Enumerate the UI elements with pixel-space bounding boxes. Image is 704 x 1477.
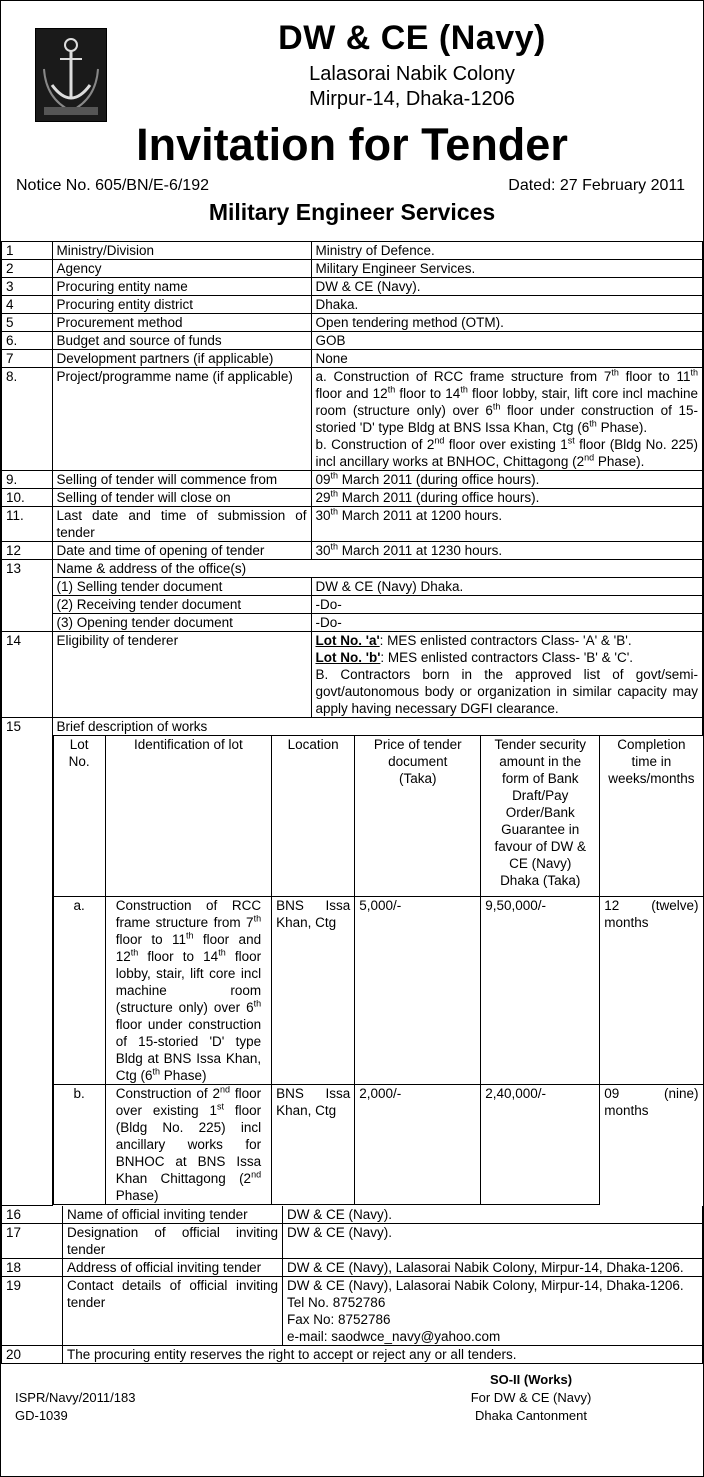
table-row	[2, 560, 703, 578]
lot-price: 2,000/-	[355, 1085, 481, 1205]
row-number: 20	[2, 1345, 63, 1363]
table-row	[2, 260, 703, 278]
row-label: Project/programme name (if applicable)	[52, 368, 311, 471]
row-number: 1	[2, 242, 53, 260]
anchor-icon	[36, 29, 106, 121]
row-value	[311, 489, 703, 507]
row-label: Agency	[52, 260, 311, 278]
lot-a-text: : MES enlisted contractors Class- 'A' & 'B'.	[379, 633, 632, 648]
office-value: DW & CE (Navy) Dhaka.	[311, 578, 703, 596]
project-b-text: floor over existing 1	[444, 437, 568, 452]
project-a-text: a. Construction of RCC frame structure from 7	[315, 369, 612, 384]
row-label: Name & address of the office(s)	[52, 560, 703, 578]
contact-address: DW & CE (Navy), Lalasorai Nabik Colony, Mirpur-14, Dhaka-1206.	[287, 1277, 684, 1293]
table-row	[2, 1276, 703, 1345]
ordinal-suffix: th	[330, 541, 339, 552]
table-row	[2, 614, 703, 632]
row-label: Selling of tender will commence from	[52, 471, 311, 489]
ordinal-suffix: th	[330, 488, 339, 499]
contact-details	[283, 1276, 703, 1345]
lot-text: floor (Bldg No. 225) incl ancillary works for BNHOC at BNS Issa Khan Chittagong (2	[115, 1103, 262, 1186]
works-header-row	[53, 736, 703, 897]
row-value: DW & CE (Navy).	[311, 278, 703, 296]
row-value: Open tendering method (OTM).	[311, 314, 703, 332]
lot-text: Phase)	[115, 1188, 159, 1203]
header-price: Price of tender document (Taka)	[355, 736, 481, 897]
notice-date: Dated: 27 February 2011	[508, 177, 685, 194]
empty-cell	[2, 614, 53, 632]
lot-b-label: Lot No. 'b'	[315, 650, 381, 665]
row-number: 16	[2, 1206, 63, 1224]
ordinal-suffix: th	[253, 998, 262, 1009]
official-table	[1, 1206, 703, 1364]
row-number: 8.	[2, 368, 53, 471]
lot-security: 9,50,000/-	[481, 897, 600, 1085]
eligibility-note: B. Contractors born in the approved list of govt/semi-govt/autonomous body or organization in similar capacity may apply having necessary DGFI clearance.	[315, 667, 698, 716]
row-value	[311, 542, 703, 560]
address-line-1: Lalasorai Nabik Colony	[309, 63, 515, 85]
row-label: Designation of official inviting tender	[63, 1223, 283, 1258]
row-label: Brief description of works	[52, 718, 703, 736]
row-value: Ministry of Defence.	[311, 242, 703, 260]
project-a-text: Phase).	[596, 420, 648, 435]
table-row	[2, 332, 703, 350]
ordinal-suffix: th	[690, 367, 698, 378]
row-number: 10.	[2, 489, 53, 507]
contact-email: e-mail: saodwce_navy@yahoo.com	[287, 1328, 501, 1344]
notice-footer	[1, 1364, 703, 1444]
row-number: 9.	[2, 471, 53, 489]
signatory-title: SO-II (Works)	[489, 1371, 573, 1387]
eligibility-text	[311, 632, 703, 718]
ordinal-suffix: th	[186, 930, 194, 941]
date-rest: March 2011 (during office hours).	[338, 490, 540, 505]
ordinal-suffix: th	[130, 947, 139, 958]
lot-completion: 12 (twelve) months	[600, 897, 703, 1085]
table-row	[2, 278, 703, 296]
project-b-text: floor (Bldg No. 225) incl ancillary works at BNHOC, Chittagong (2	[315, 437, 699, 469]
project-a-text: floor under construction of 15-storied 'D' type Bldg at BNS Issa Khan, Ctg (6	[315, 403, 698, 435]
table-row	[2, 314, 703, 332]
ordinal-suffix: th	[492, 401, 501, 412]
ordinal-suffix: th	[218, 947, 226, 958]
lot-row	[53, 1085, 703, 1205]
row-number: 6.	[2, 332, 53, 350]
empty-cell	[2, 596, 53, 614]
empty-cell	[2, 736, 53, 1206]
row-label: Ministry/Division	[52, 242, 311, 260]
table-row	[2, 471, 703, 489]
project-b-text: Phase).	[594, 454, 645, 469]
notice-header	[1, 1, 703, 241]
row-note: The procuring entity reserves the right to accept or reject any or all tenders.	[63, 1345, 703, 1363]
row-value: Dhaka.	[311, 296, 703, 314]
lot-location: BNS Issa Khan, Ctg	[272, 897, 355, 1085]
date-rest: March 2011 at 1230 hours.	[338, 543, 503, 558]
notice-number: Notice No. 605/BN/E-6/192	[16, 177, 209, 194]
signatory-for: For DW & CE (Navy)	[470, 1389, 592, 1405]
ordinal-suffix: th	[152, 1066, 160, 1077]
row-number: 13	[2, 560, 53, 578]
office-value: -Do-	[311, 596, 703, 614]
navy-emblem-logo	[35, 28, 107, 122]
row-value: None	[311, 350, 703, 368]
date-day: 09	[315, 472, 331, 487]
row-label: Procurement method	[52, 314, 311, 332]
table-row	[2, 350, 703, 368]
office-value: -Do-	[311, 614, 703, 632]
project-b-text: b. Construction of 2	[315, 437, 435, 452]
row-label: Last date and time of submission of tender	[52, 507, 311, 542]
table-row	[2, 632, 703, 718]
ordinal-suffix: nd	[251, 1169, 262, 1180]
gd-reference: GD-1039	[15, 1407, 68, 1423]
row-label: Procuring entity name	[52, 278, 311, 296]
header-identification: Identification of lot	[105, 736, 271, 897]
lot-a-label: Lot No. 'a'	[315, 633, 380, 648]
header-security: Tender security amount in the form of Bank Draft/Pay Order/Bank Guarantee in favour of DW & CE (Navy) Dhaka (Taka)	[481, 736, 600, 897]
row-number: 5	[2, 314, 53, 332]
row-label: Development partners (if applicable)	[52, 350, 311, 368]
office-label: (3) Opening tender document	[52, 614, 311, 632]
works-table	[53, 736, 703, 1205]
row-number: 11.	[2, 507, 53, 542]
row-label: Budget and source of funds	[52, 332, 311, 350]
lot-security: 2,40,000/-	[481, 1085, 600, 1205]
table-row	[2, 1206, 703, 1224]
row-value	[311, 507, 703, 542]
ordinal-suffix: st	[216, 1101, 224, 1112]
organization-name: DW & CE (Navy)	[278, 19, 546, 57]
row-label: Address of official inviting tender	[63, 1258, 283, 1276]
header-location: Location	[272, 736, 355, 897]
table-row	[2, 507, 703, 542]
row-value: DW & CE (Navy).	[283, 1206, 703, 1224]
lot-b-text: : MES enlisted contractors Class- 'B' & 'C'.	[380, 650, 634, 665]
row-number: 4	[2, 296, 53, 314]
table-row	[2, 542, 703, 560]
row-value: GOB	[311, 332, 703, 350]
lot-text: floor over existing 1	[115, 1086, 262, 1118]
table-row	[2, 718, 703, 736]
lot-price: 5,000/-	[355, 897, 481, 1085]
office-label: (1) Selling tender document	[52, 578, 311, 596]
row-label: Eligibility of tenderer	[52, 632, 311, 718]
lot-identification	[105, 1085, 271, 1205]
address-line-2: Mirpur-14, Dhaka-1206	[309, 88, 515, 110]
ordinal-suffix: th	[611, 367, 619, 378]
row-label: Selling of tender will close on	[52, 489, 311, 507]
signatory-location: Dhaka Cantonment	[474, 1407, 587, 1423]
empty-cell	[2, 578, 53, 596]
project-a-text: floor lobby, stair, lift core incl machine room (structure only) over 6	[315, 386, 698, 418]
lot-id: a.	[53, 897, 105, 1085]
lot-identification	[105, 897, 271, 1085]
table-row	[2, 1258, 703, 1276]
ordinal-suffix: th	[330, 470, 339, 481]
row-number: 7	[2, 350, 53, 368]
lot-completion: 09 (nine) months	[600, 1085, 703, 1205]
lot-text: floor lobby, stair, lift core incl machine room (structure only) over 6	[115, 949, 262, 1015]
table-row	[2, 489, 703, 507]
row-number: 15	[2, 718, 53, 736]
ordinal-suffix: th	[589, 418, 597, 429]
row-label: Date and time of opening of tender	[52, 542, 311, 560]
row-number: 3	[2, 278, 53, 296]
lot-text: Construction of RCC frame structure from 7	[115, 898, 262, 930]
ordinal-suffix: nd	[584, 452, 595, 463]
lot-text: Construction of 2	[115, 1086, 220, 1101]
date-rest: March 2011 (during office hours).	[338, 472, 540, 487]
table-row	[2, 296, 703, 314]
table-row	[2, 242, 703, 260]
table-row	[2, 596, 703, 614]
ordinal-suffix: nd	[219, 1084, 230, 1095]
office-label: (2) Receiving tender document	[52, 596, 311, 614]
row-label: Procuring entity district	[52, 296, 311, 314]
row-number: 18	[2, 1258, 63, 1276]
row-value: Military Engineer Services.	[311, 260, 703, 278]
header-completion: Completion time in weeks/months	[600, 736, 703, 897]
contact-tel: Tel No. 8752786	[287, 1294, 386, 1310]
tender-table	[1, 241, 703, 1206]
date-day: 30	[315, 543, 331, 558]
table-row	[2, 736, 703, 1206]
ordinal-suffix: th	[460, 384, 468, 395]
table-row	[2, 1223, 703, 1258]
date-day: 30	[315, 508, 331, 523]
row-label: Name of official inviting tender	[63, 1206, 283, 1224]
header-lot-no: Lot No.	[53, 736, 105, 897]
row-number: 12	[2, 542, 53, 560]
table-row	[2, 368, 703, 471]
table-row	[2, 1345, 703, 1363]
project-a-text: floor to 11	[618, 369, 691, 384]
page-title: Invitation for Tender	[136, 119, 568, 170]
lot-text: floor to 11	[115, 932, 187, 947]
row-number: 14	[2, 632, 53, 718]
ordinal-suffix: nd	[434, 435, 445, 446]
row-value: DW & CE (Navy).	[283, 1223, 703, 1258]
row-value	[311, 471, 703, 489]
row-number: 2	[2, 260, 53, 278]
date-rest: March 2011 at 1200 hours.	[338, 508, 503, 523]
row-number: 19	[2, 1276, 63, 1345]
lot-text: floor to 14	[138, 949, 219, 964]
lot-text: floor under construction of 15-storied 'D' type Bldg at BNS Issa Khan, Ctg (6	[115, 1017, 262, 1083]
table-row	[2, 578, 703, 596]
contact-fax: Fax No: 8752786	[287, 1311, 391, 1327]
lot-id: b.	[53, 1085, 105, 1205]
row-label: Contact details of official inviting tender	[63, 1276, 283, 1345]
lot-text: floor and 12	[115, 932, 262, 964]
works-table-cell	[52, 736, 703, 1206]
row-value: DW & CE (Navy), Lalasorai Nabik Colony, Mirpur-14, Dhaka-1206.	[283, 1258, 703, 1276]
lot-text: Phase)	[159, 1068, 207, 1083]
project-names	[311, 368, 703, 471]
ordinal-suffix: st	[567, 435, 575, 446]
lot-row	[53, 897, 703, 1085]
row-number: 17	[2, 1223, 63, 1258]
ordinal-suffix: th	[330, 506, 339, 517]
ordinal-suffix: th	[387, 384, 396, 395]
page-subtitle: Military Engineer Services	[208, 199, 496, 225]
ispr-reference: ISPR/Navy/2011/183	[15, 1389, 136, 1405]
ordinal-suffix: th	[253, 913, 262, 924]
lot-location: BNS Issa Khan, Ctg	[272, 1085, 355, 1205]
project-a-text: floor and 12	[315, 386, 388, 401]
date-day: 29	[315, 490, 331, 505]
project-a-text: floor to 14	[395, 386, 461, 401]
